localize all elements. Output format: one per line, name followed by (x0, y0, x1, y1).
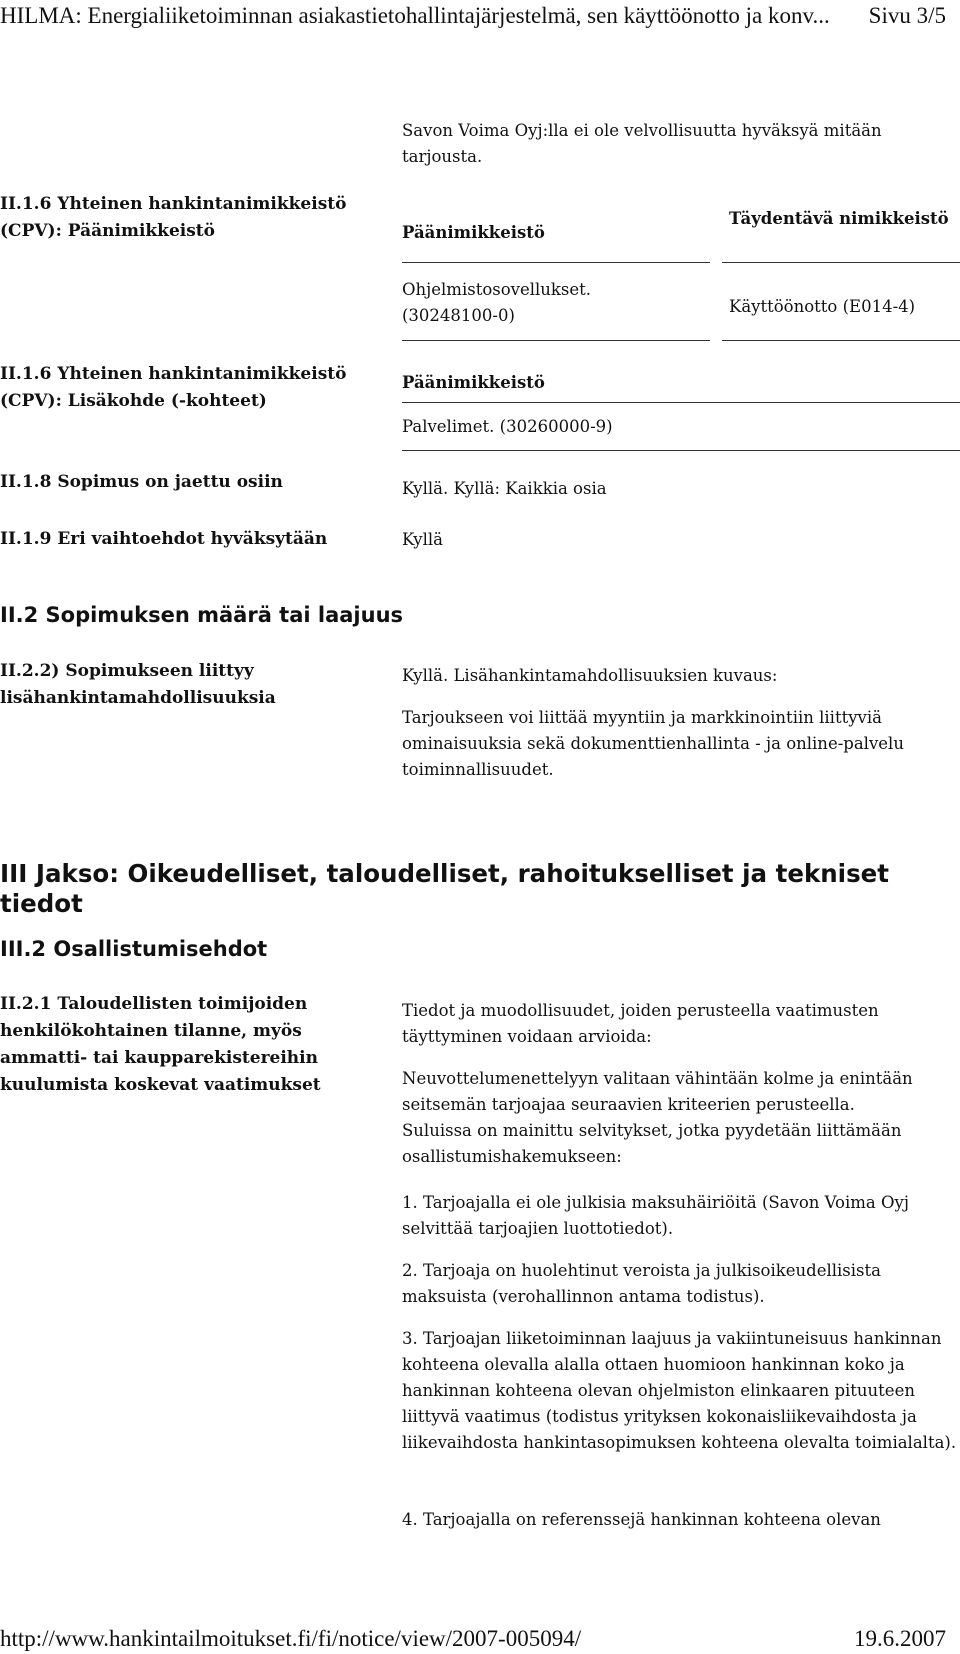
section-iii-heading: III Jakso: Oikeudelliset, taloudelliset, rahoitukselliset ja tekniset tiedot (0, 859, 889, 918)
cpv-main-rule-1 (402, 262, 710, 263)
cpv-main-col2-header: Täydentävä nimikkeistö (729, 209, 949, 228)
page-header (0, 0, 960, 40)
section-iii2-subheading: III.2 Osallistumisehdot (0, 937, 268, 961)
footer-date: 19.6.2007 (854, 1626, 946, 1651)
section-iii-paragraph: 1. Tarjoajalla ei ole julkisia maksuhäiriöitä (Savon Voima Oyj selvittää tarjoajien luottotiedot). (402, 1193, 909, 1238)
section-ii2-label: II.2.2) Sopimukseen liittyy lisähankintamahdollisuuksia (0, 661, 276, 708)
cpv-additional-rule-1 (402, 402, 960, 403)
cpv-main-rule-3 (402, 340, 710, 341)
section-iii-paragraph: 3. Tarjoajan liiketoiminnan laajuus ja vakiintuneisuus hankinnan kohteena olevalla alalla ottaen huomioon hankinnan koko ja hankinnan kohteena olevan ohjelmiston elinkaaren pituuteen liittyvä vaatimus (todistus yrityksen kokonaisliikevaihdosta ja liikevaihdosta hankintasopimuksen kohteena olevalta toimialalta). (402, 1329, 957, 1452)
cpv-main-label: II.1.6 Yhteinen hankintanimikkeistö (CPV): Päänimikkeistö (0, 194, 347, 241)
variants-value: Kyllä (402, 530, 443, 549)
cpv-main-col1-header: Päänimikkeistö (402, 223, 545, 242)
page-number: Sivu 3/5 (868, 3, 946, 28)
lots-label: II.1.8 Sopimus on jaettu osiin (0, 472, 283, 492)
cpv-main-rule-4 (722, 340, 960, 341)
cpv-main-col2-value: Käyttöönotto (E014-4) (729, 297, 916, 316)
cpv-additional-rule-2 (402, 450, 960, 451)
cpv-additional-label: II.1.6 Yhteinen hankintanimikkeistö (CPV): Lisäkohde (-kohteet) (0, 364, 347, 411)
cpv-main-rule-2 (722, 262, 960, 263)
variants-label: II.1.9 Eri vaihtoehdot hyväksytään (0, 529, 328, 549)
cpv-additional-col1-value: Palvelimet. (30260000-9) (402, 417, 613, 436)
section-iii-paragraph: 2. Tarjoaja on huolehtinut veroista ja julkisoikeudellisista maksuista (verohallinnon antama todistus). (402, 1261, 881, 1306)
section-iii-paragraph: Tiedot ja muodollisuudet, joiden perusteella vaatimusten täyttyminen voidaan arvioida: (402, 1001, 879, 1046)
section-ii2-value-line: Kyllä. Lisähankintamahdollisuuksien kuvaus: (402, 666, 778, 685)
page-header-title: HILMA: Energialiiketoiminnan asiakastietohallintajärjestelmä, sen käyttöönotto ja konv... (0, 3, 830, 28)
cpv-main-col1-value: Ohjelmistosovellukset. (30248100-0) (402, 280, 592, 325)
section-iii-label: II.2.1 Taloudellisten toimijoiden henkilökohtainen tilanne, myös ammatti- tai kaupparekistereihin kuulumista koskevat vaatimukset (0, 994, 321, 1095)
section-ii2-value-text: Tarjoukseen voi liittää myyntiin ja markkinointiin liittyviä ominaisuuksia sekä dokumenttienhallinta - ja online-palvelu toiminnallisuudet. (402, 708, 904, 779)
section-ii2-heading: II.2 Sopimuksen määrä tai laajuus (0, 603, 404, 627)
section-iii-paragraph: Neuvottelumenettelyyn valitaan vähintään kolme ja enintään seitsemän tarjoajaa seuraavien kriteerien perusteella. Suluissa on mainittu selvitykset, jotka pyydetään liittämään osallistumishakemukseen: (402, 1069, 913, 1166)
page-footer (0, 1622, 960, 1654)
lots-value: Kyllä. Kyllä: Kaikkia osia (402, 479, 607, 498)
intro-text: Savon Voima Oyj:lla ei ole velvollisuutta hyväksyä mitään tarjousta. (402, 121, 882, 166)
footer-url[interactable]: http://www.hankintailmoitukset.fi/fi/notice/view/2007-005094/ (0, 1626, 582, 1651)
section-iii-paragraph: 4. Tarjoajalla on referenssejä hankinnan kohteena olevan (402, 1510, 881, 1529)
cpv-additional-col1-header: Päänimikkeistö (402, 373, 545, 392)
